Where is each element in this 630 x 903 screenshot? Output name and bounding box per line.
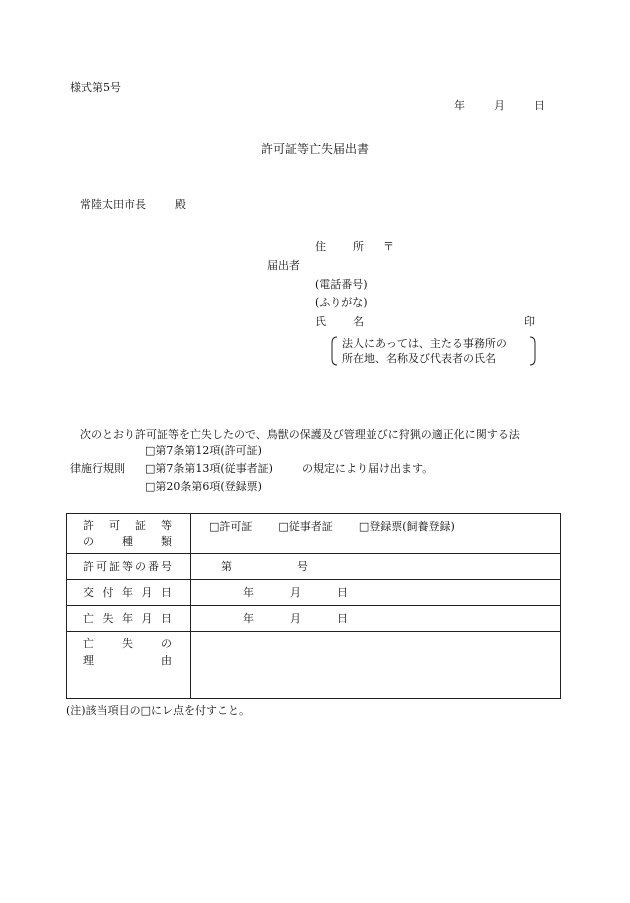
- corporation-note: [331, 336, 536, 366]
- label-char: 日: [161, 586, 172, 599]
- body-option-1: □第7条第12項(許可証): [145, 444, 262, 457]
- number-suffix: 号: [297, 560, 308, 573]
- loss-day: 日: [337, 612, 348, 625]
- issue-date-label-cell: [67, 580, 191, 606]
- loss-date-value-cell[interactable]: [191, 606, 561, 632]
- reason-label-cell: [67, 632, 191, 699]
- name-label-char-2: 名: [353, 315, 364, 328]
- label-char: 種: [122, 535, 133, 548]
- table-row-issue-date: [67, 580, 561, 606]
- issue-date-value-cell[interactable]: [191, 580, 561, 606]
- table-row-number: [67, 554, 561, 580]
- label-char: 等: [161, 519, 172, 532]
- label-char: 亡: [83, 637, 94, 650]
- name-label: [315, 316, 364, 327]
- issue-year: 年: [243, 586, 254, 599]
- type-checks-cell: [191, 514, 561, 554]
- label-char: の: [83, 535, 94, 548]
- label-char: の: [161, 637, 172, 650]
- check-registration[interactable]: □登録票(飼養登録): [358, 520, 455, 533]
- addressee-name: 常陸太田市長: [80, 198, 146, 211]
- date-year-label: 年: [454, 99, 465, 112]
- body-line-2-prefix: 律施行規則: [70, 462, 125, 475]
- address-label: [315, 241, 394, 252]
- label-char: 許: [83, 519, 94, 532]
- check-permit[interactable]: □許可証: [209, 520, 253, 533]
- check-worker-cert[interactable]: □従事者証: [278, 520, 333, 533]
- body-line-1: 次のとおり許可証等を亡失したので、鳥獣の保護及び管理並びに狩猟の適正化に関する法: [80, 428, 520, 441]
- postal-mark: 〒: [383, 240, 394, 253]
- date-day-label: 日: [534, 99, 545, 112]
- furigana-label: (ふりがな): [315, 296, 368, 309]
- form-table: [66, 513, 561, 699]
- loss-year: 年: [243, 612, 254, 625]
- address-label-char-1: 住: [315, 240, 326, 253]
- page-title: 許可証等亡失届出書: [261, 142, 370, 156]
- label-char: 許: [83, 560, 94, 573]
- phone-label: (電話番号): [315, 278, 368, 291]
- issue-day: 日: [337, 586, 348, 599]
- label-char: 可: [109, 519, 120, 532]
- body-option-2: □第7条第13項(従事者証): [145, 462, 273, 475]
- label-char: 交: [83, 586, 94, 599]
- label-char: 月: [141, 612, 153, 625]
- label-char: 失: [122, 637, 133, 650]
- loss-month: 月: [290, 612, 301, 625]
- issue-month: 月: [290, 586, 301, 599]
- corp-note-line-2: 所在地、名称及び代表者の氏名: [342, 352, 496, 365]
- label-char: 号: [161, 560, 172, 573]
- label-char: 日: [161, 612, 172, 625]
- reason-value-cell[interactable]: [191, 632, 561, 699]
- corp-note-line-1: 法人にあっては、主たる事務所の: [342, 337, 507, 350]
- seal-mark: 印: [524, 315, 535, 328]
- number-label-cell: [67, 554, 191, 580]
- label-char: 失: [102, 612, 114, 625]
- addressee: [80, 199, 186, 210]
- date-month-label: 月: [494, 99, 505, 112]
- footnote: (注)該当項目の□にレ点を付すこと。: [66, 704, 250, 717]
- loss-date-label-cell: [67, 606, 191, 632]
- table-row-type: [67, 514, 561, 554]
- applicant-label: 届出者: [267, 259, 300, 272]
- number-prefix: 第: [221, 560, 232, 573]
- addressee-honorific: 殿: [175, 198, 186, 211]
- date-line: [454, 100, 545, 111]
- address-label-char-2: 所: [353, 240, 364, 253]
- type-label-cell: [67, 514, 191, 554]
- label-char: 可: [96, 560, 107, 573]
- label-char: 理: [83, 654, 94, 667]
- label-char: の: [135, 560, 146, 573]
- label-char: 月: [141, 586, 153, 599]
- label-char: 亡: [83, 612, 94, 625]
- table-row-reason: [67, 632, 561, 699]
- label-char: 証: [109, 560, 120, 573]
- name-label-char-1: 氏: [315, 315, 326, 328]
- label-char: 年: [122, 586, 133, 599]
- label-char: 等: [122, 560, 133, 573]
- label-char: 類: [161, 535, 172, 548]
- label-char: 付: [102, 586, 114, 599]
- label-char: 証: [135, 519, 146, 532]
- table-row-loss-date: [67, 606, 561, 632]
- label-char: 由: [161, 654, 172, 667]
- number-value-cell[interactable]: [191, 554, 561, 580]
- body-line-2-suffix: の規定により届け出ます。: [302, 462, 434, 475]
- label-char: 年: [122, 612, 133, 625]
- body-option-3: □第20条第6項(登録票): [145, 480, 262, 493]
- label-char: 番: [148, 560, 159, 573]
- form-number: 様式第5号: [70, 81, 121, 94]
